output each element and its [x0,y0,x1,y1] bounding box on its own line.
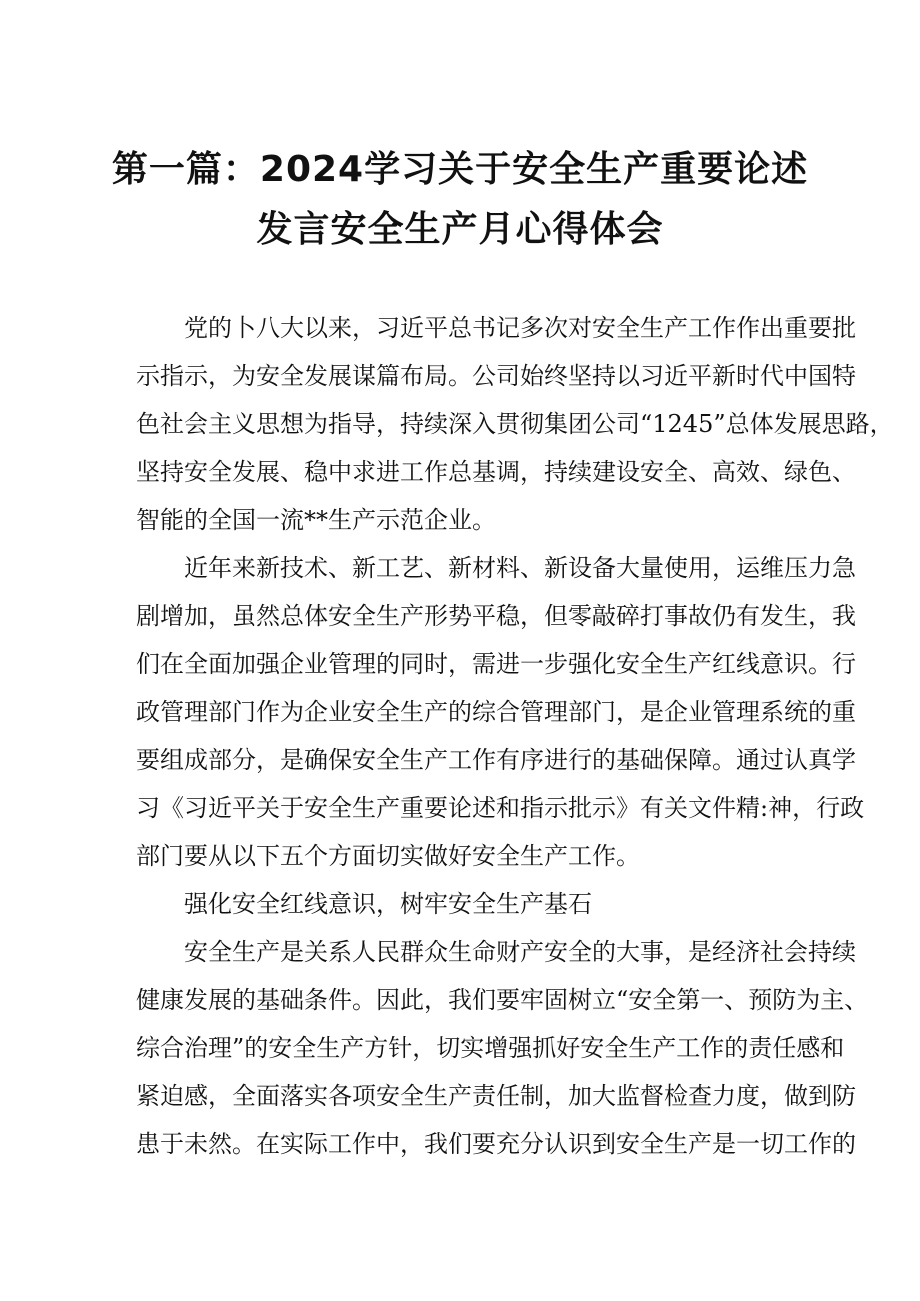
paragraph-3-line-2: 健康发展的基础条件。因此，我们要牢固树立“安全第一、预防为主、 [136,986,869,1014]
paragraph-1-line-4: 坚持安全发展、稳中求进工作总基调，持续建设安全、高效、绿色、 [136,458,856,486]
paragraph-2-line-1: 近年来新技术、新工艺、新材料、新设备大量使用，运维压力急 [184,554,856,582]
document-title-line-2: 发言安全生产月心得体会 [256,209,664,250]
paragraph-3-line-3: 综合治理”的安全生产方针，切实增强抓好安全生产工作的责任感和 [136,1034,845,1062]
paragraph-2-line-6: 习《习近平关于安全生产重要论述和指示批示》有关文件精:神，行政 [136,794,865,822]
document-title-line-1: 第一篇：2024学习关于安全生产重要论述 [111,149,809,190]
section-heading: 强化安全红线意识，树牢安全生产基石 [184,890,592,918]
paragraph-3-line-5: 患于未然。在实际工作中，我们要充分认识到安全生产是一切工作的 [136,1130,856,1158]
paragraph-3-line-4: 紧迫感，全面落实各项安全生产责任制，加大监督检查力度，做到防 [136,1082,856,1110]
paragraph-1-line-5: 智能的全国一流**生产示范企业。 [136,506,496,534]
paragraph-1-line-3: 色社会主义思想为指导，持续深入贯彻集团公司“1245”总体发展思路， [136,410,894,438]
paragraph-2-line-2: 剧增加，虽然总体安全生产形势平稳，但零敲碎打事故仍有发生，我 [136,602,856,630]
paragraph-1-line-1: 党的卜八大以来，习近平总书记多次对安全生产工作作出重要批 [184,314,856,342]
paragraph-2-line-4: 政管理部门作为企业安全生产的综合管理部门，是企业管理系统的重 [136,698,856,726]
paragraph-2-line-5: 要组成部分，是确保安全生产工作有序进行的基础保障。通过认真学 [136,746,856,774]
paragraph-2-line-7: 部门要从以下五个方面切实做好安全生产工作。 [136,842,640,870]
paragraph-3-line-1: 安全生产是关系人民群众生命财产安全的大事，是经济社会持续 [184,938,856,966]
paragraph-2-line-3: 们在全面加强企业管理的同时，需进一步强化安全生产红线意识。行 [136,650,856,678]
paragraph-1-line-2: 示指示，为安全发展谋篇布局。公司始终坚持以习近平新时代中国特 [136,362,856,390]
